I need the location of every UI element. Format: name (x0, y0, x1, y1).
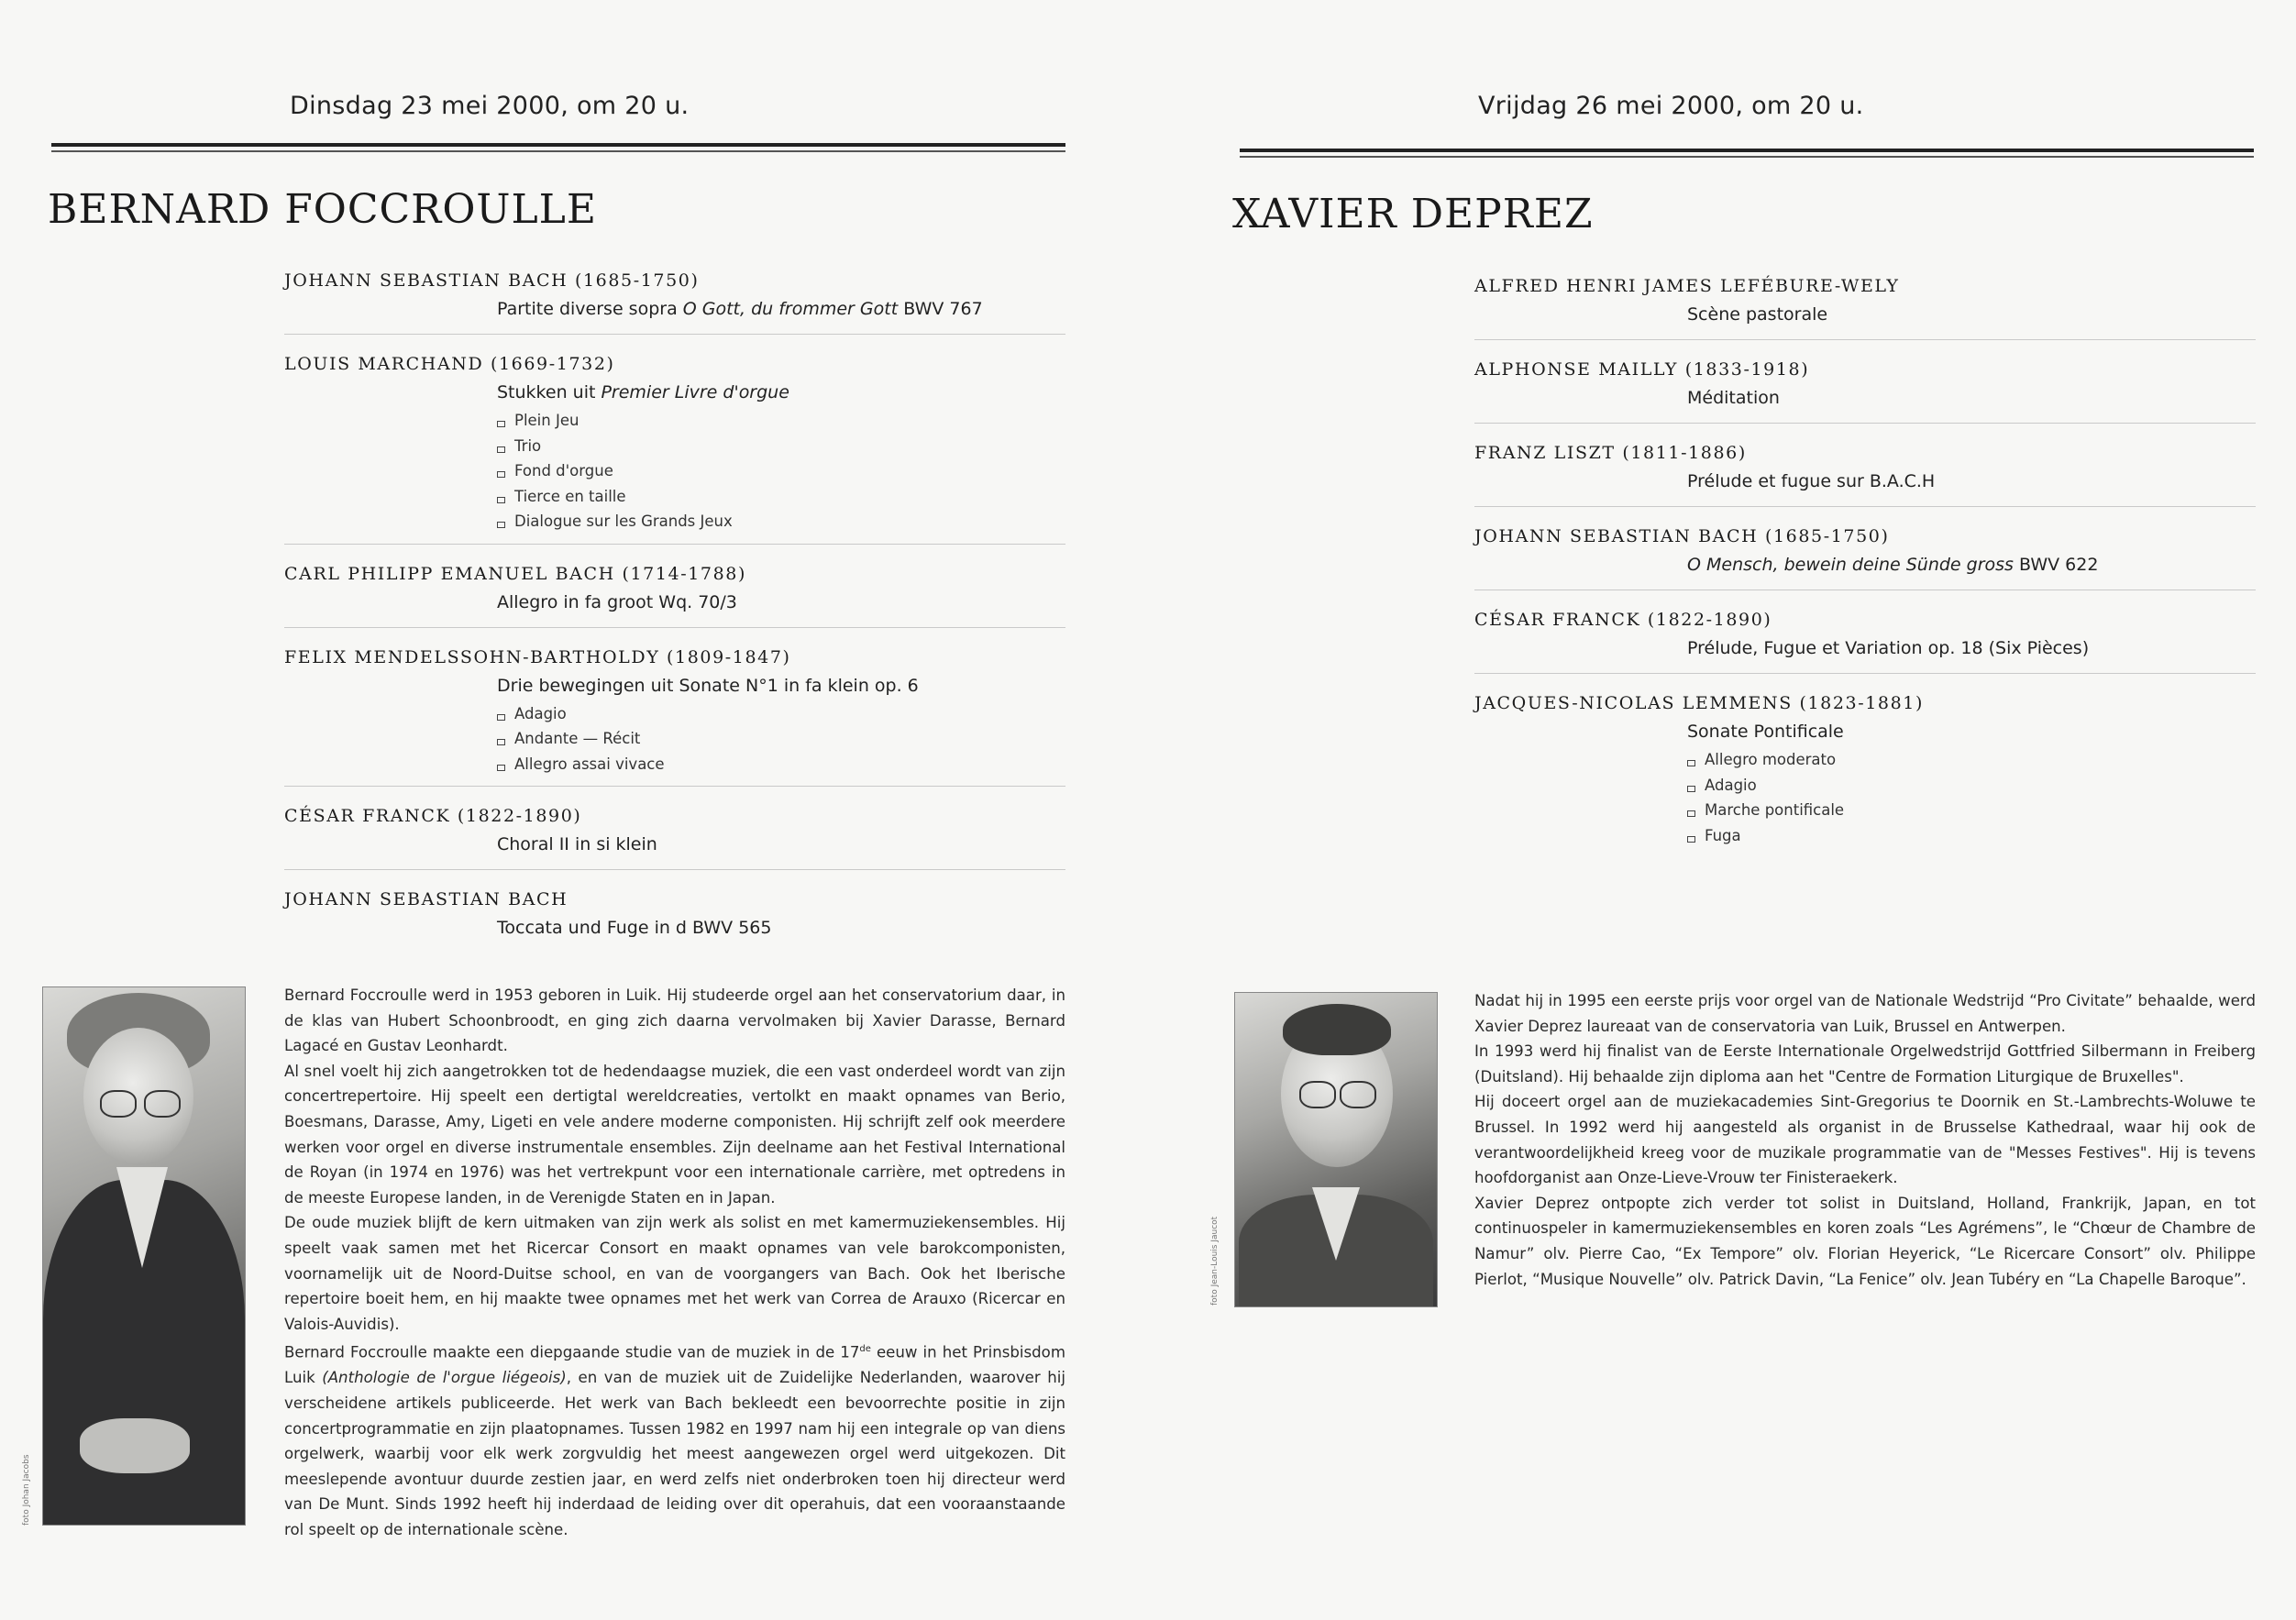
works-block (497, 829, 1065, 860)
biography (284, 983, 1065, 1543)
movement-item: Adagio (497, 701, 1065, 727)
work-text: Scène pastorale (1687, 304, 1828, 325)
work-title (497, 829, 1065, 860)
right-page (1148, 0, 2296, 1620)
composer-name: FELIX MENDELSSOHN-BARTHOLDY (1809-1847) (284, 646, 791, 667)
bio-paragraph: Al snel voelt hij zich aangetrokken tot de hedendaagse muziek, die een vast onderdeel wordt van zijn concertrepertoire. Hij speelt een dertigtal wereldcreaties, vertolkt en maakt opnames van Berio, Boesmans, Darasse, Amy, Ligeti en vele andere moderne componisten. Hij schrijft zelf ook meerdere werken voor orgel en diverse instrumentale ensembles. Zijn deelname aan het Festival International de Royan (in 1974 en 1976) was het vertrekpunt voor een internationale carrière, met optredens in de meeste Europese landen, in de Verenigde Staten en in Japan. (284, 1062, 1065, 1207)
photo-credit: foto Johan Jacobs (22, 1454, 31, 1526)
composer-name: LOUIS MARCHAND (1669-1732) (284, 354, 615, 374)
program-entry (1474, 440, 2256, 507)
movement-list (497, 701, 1065, 777)
bio-paragraph: De oude muziek blijft de kern uitmaken van zijn werk als solist en met kamermuziekensembles. Hij speelt vaak samen met het Ricercar Consort en maakt opnames van vele barokcomponisten, voornamelijk uit de Noord-Duitse school, en van de voorgangers van Bach. Ook het Iberische repertoire boeit hem, en hij maakte twee opnames met het werk van Correa de Arauxo (Ricercar en Valois-Auvidis). (284, 1214, 1065, 1333)
movement-item: Allegro assai vivace (497, 752, 1065, 777)
works-block (497, 293, 1065, 325)
concert-date: Vrijdag 26 mei 2000, om 20 u. (1478, 92, 1864, 120)
movement-item: Plein Jeu (497, 408, 1065, 434)
work-text: Stukken uit (497, 382, 602, 402)
composer-name: CÉSAR FRANCK (1822-1890) (1474, 610, 1772, 630)
work-text: Toccata und Fuge in d BWV 565 (497, 918, 772, 938)
program-entry (284, 351, 1065, 545)
concert-date: Dinsdag 23 mei 2000, om 20 u. (290, 92, 690, 120)
bio-text: Bernard Foccroulle maakte een diepgaande studie van de muziek in de 17 (284, 1343, 860, 1361)
work-title-italic: Premier Livre d'orgue (601, 382, 789, 402)
header-rule (1240, 149, 2254, 161)
composer-name: JOHANN SEBASTIAN BACH (1685-1750) (1474, 526, 1890, 546)
work-title-italic: O Gott, du frommer Gott (682, 299, 899, 319)
bio-paragraph: Nadat hij in 1995 een eerste prijs voor orgel van de Nationale Wedstrijd “Pro Civitate” behaalde, werd Xavier Deprez laureaat van de conservatoria van Luik, Brussel en Antwerpen. (1474, 992, 2256, 1035)
movement-item: Tierce en taille (497, 484, 1065, 510)
photo-glasses (100, 1090, 137, 1118)
work-text: Partite diverse sopra (497, 299, 683, 319)
bio-superscript: de (859, 1344, 871, 1355)
work-text: Drie bewegingen uit Sonate N°1 in fa klein op. 6 (497, 675, 919, 696)
bio-paragraph: In 1993 werd hij finalist van de Eerste Internationale Orgelwedstrijd Gottfried Silbermann in Freiberg (Duitsland). Hij behaalde zijn diploma aan het "Centre de Formation Liturgique de Bruxelles". (1474, 1042, 2256, 1086)
program-entry (284, 887, 1065, 953)
work-title (497, 377, 1065, 408)
work-text: Méditation (1687, 388, 1780, 408)
movement-item: Fuga (1687, 823, 2256, 849)
performer-photo (1234, 992, 1438, 1307)
works-block (497, 912, 1065, 943)
work-text: BWV 622 (2013, 555, 2099, 575)
program-entry (284, 803, 1065, 870)
program-entry (1474, 273, 2256, 340)
program-list (284, 268, 1065, 969)
composer-name: JOHANN SEBASTIAN BACH (1685-1750) (284, 270, 700, 291)
work-title-italic: O Mensch, bewein deine Sünde gross (1687, 555, 2014, 575)
performer-name: BERNARD FOCCROULLE (48, 186, 598, 233)
works-block (497, 587, 1065, 618)
bio-paragraph (284, 1337, 1065, 1542)
work-text: Sonate Pontificale (1687, 722, 1844, 742)
movement-item: Fond d'orgue (497, 458, 1065, 484)
bio-paragraph: Bernard Foccroulle werd in 1953 geboren in Luik. Hij studeerde orgel aan het conservatorium daar, in de klas van Hubert Schoonbroodt, en ging zich daarna vervolmaken bij Xavier Darasse, Bernard Lagacé en Gustav Leonhardt. (284, 986, 1065, 1055)
composer-name: FRANZ LISZT (1811-1886) (1474, 443, 1747, 463)
photo-hands (80, 1418, 190, 1473)
photo-glasses (144, 1090, 181, 1118)
bio-italic: (Anthologie de l'orgue liégeois) (322, 1369, 567, 1387)
composer-name: CÉSAR FRANCK (1822-1890) (284, 806, 582, 826)
program-list (1474, 273, 2256, 874)
work-title (1687, 382, 2256, 413)
works-block (497, 377, 1065, 534)
program-entry (284, 268, 1065, 335)
composer-name: CARL PHILIPP EMANUEL BACH (1714-1788) (284, 563, 747, 584)
movement-item: Dialogue sur les Grands Jeux (497, 509, 1065, 534)
work-title (1687, 466, 2256, 497)
program-entry (1474, 523, 2256, 590)
work-title (497, 293, 1065, 325)
photo-hair (1283, 1004, 1391, 1055)
work-title (1687, 299, 2256, 330)
movement-item: Allegro moderato (1687, 747, 2256, 773)
movement-item: Marche pontificale (1687, 798, 2256, 823)
works-block (1687, 716, 2256, 848)
bio-text: , en van de muziek uit de Zuidelijke Nederlanden, waarover hij verscheidene artikels publiceerde. Het werk van Bach bekleedt een bevoorrechte positie in zijn concertprogrammatie en zijn plaatopnames. Tussen 1982 en 1997 nam hij een integrale op van diens orgelwerk, waarbij voor elk werk zorgvuldig het meest aangewezen orgel werd uitgekozen. Dit meeslepende avontuur duurde zestien jaar, en werd zelfs niet onderbroken toen hij directeur werd van De Munt. Sinds 1992 heeft hij inderdaad de leiding over dit operahuis, dat een vooraanstaande rol speelt op de internationale scène. (284, 1369, 1065, 1538)
work-title (1687, 549, 2256, 580)
work-text: Prélude et fugue sur B.A.C.H (1687, 471, 1936, 491)
bio-text: eeuw in het Prinsbisdom Luik (284, 1343, 1065, 1387)
works-block (1687, 466, 2256, 497)
photo-glasses (1340, 1081, 1376, 1108)
composer-name: ALPHONSE MAILLY (1833-1918) (1474, 359, 1810, 380)
work-text: Choral II in si klein (497, 834, 657, 854)
works-block (1687, 633, 2256, 664)
movement-item: Trio (497, 434, 1065, 459)
biography (1474, 988, 2256, 1292)
movement-list (497, 408, 1065, 534)
program-entry (284, 645, 1065, 788)
performer-name: XAVIER DEPREZ (1232, 191, 1594, 237)
composer-name: ALFRED HENRI JAMES LEFÉBURE-WELY (1474, 276, 1900, 296)
program-entry (1474, 690, 2256, 857)
program-entry (1474, 607, 2256, 674)
works-block (1687, 382, 2256, 413)
photo-credit: foto Jean-Louis Jaucot (1210, 1216, 1220, 1306)
movement-list (1687, 747, 2256, 848)
work-text: BWV 767 (898, 299, 983, 319)
composer-name: JOHANN SEBASTIAN BACH (284, 889, 568, 909)
bio-paragraph: Xavier Deprez ontpopte zich verder tot solist in Duitsland, Holland, Frankrijk, Japan, en tot continuospeler in kamermuziekensembles en koren zoals “Les Agrémens”, le “Chœur de Chambre de Namur” olv. Pierre Cao, “Ex Tempore” olv. Florian Heyerick, “Le Ricercare Consort” olv. Philippe Pierlot, “Musique Nouvelle” olv. Patrick Davin, “La Fenice” olv. Jean Tubéry en “La Chapelle Baroque”. (1474, 1194, 2256, 1288)
work-title (497, 912, 1065, 943)
work-text: Prélude, Fugue et Variation op. 18 (Six Pièces) (1687, 638, 2090, 658)
movement-item: Andante — Récit (497, 726, 1065, 752)
work-title (497, 587, 1065, 618)
work-title (1687, 633, 2256, 664)
program-entry (1474, 357, 2256, 424)
work-text: Allegro in fa groot Wq. 70/3 (497, 591, 737, 612)
program-entry (284, 561, 1065, 628)
works-block (1687, 549, 2256, 580)
composer-name: JACQUES-NICOLAS LEMMENS (1823-1881) (1474, 693, 1925, 713)
photo-glasses (1299, 1081, 1336, 1108)
works-block (497, 670, 1065, 777)
header-rule (51, 143, 1065, 156)
work-title (497, 670, 1065, 701)
bio-paragraph: Hij doceert orgel aan de muziekacademies Sint-Gregorius te Doornik en St.-Lambrechts-Woluwe te Brussel. In 1992 werd hij aangesteld als organist in de Brusselse Kathedraal, waar hij ook de verantwoordelijkheid kreeg voor de muzikale programmatie van de "Messes Festives". Hij is tevens hoofdorganist aan Onze-Lieve-Vrouw ter Finisteraekerk. (1474, 1093, 2256, 1187)
movement-item: Adagio (1687, 773, 2256, 799)
work-title (1687, 716, 2256, 747)
works-block (1687, 299, 2256, 330)
performer-photo (42, 986, 246, 1526)
